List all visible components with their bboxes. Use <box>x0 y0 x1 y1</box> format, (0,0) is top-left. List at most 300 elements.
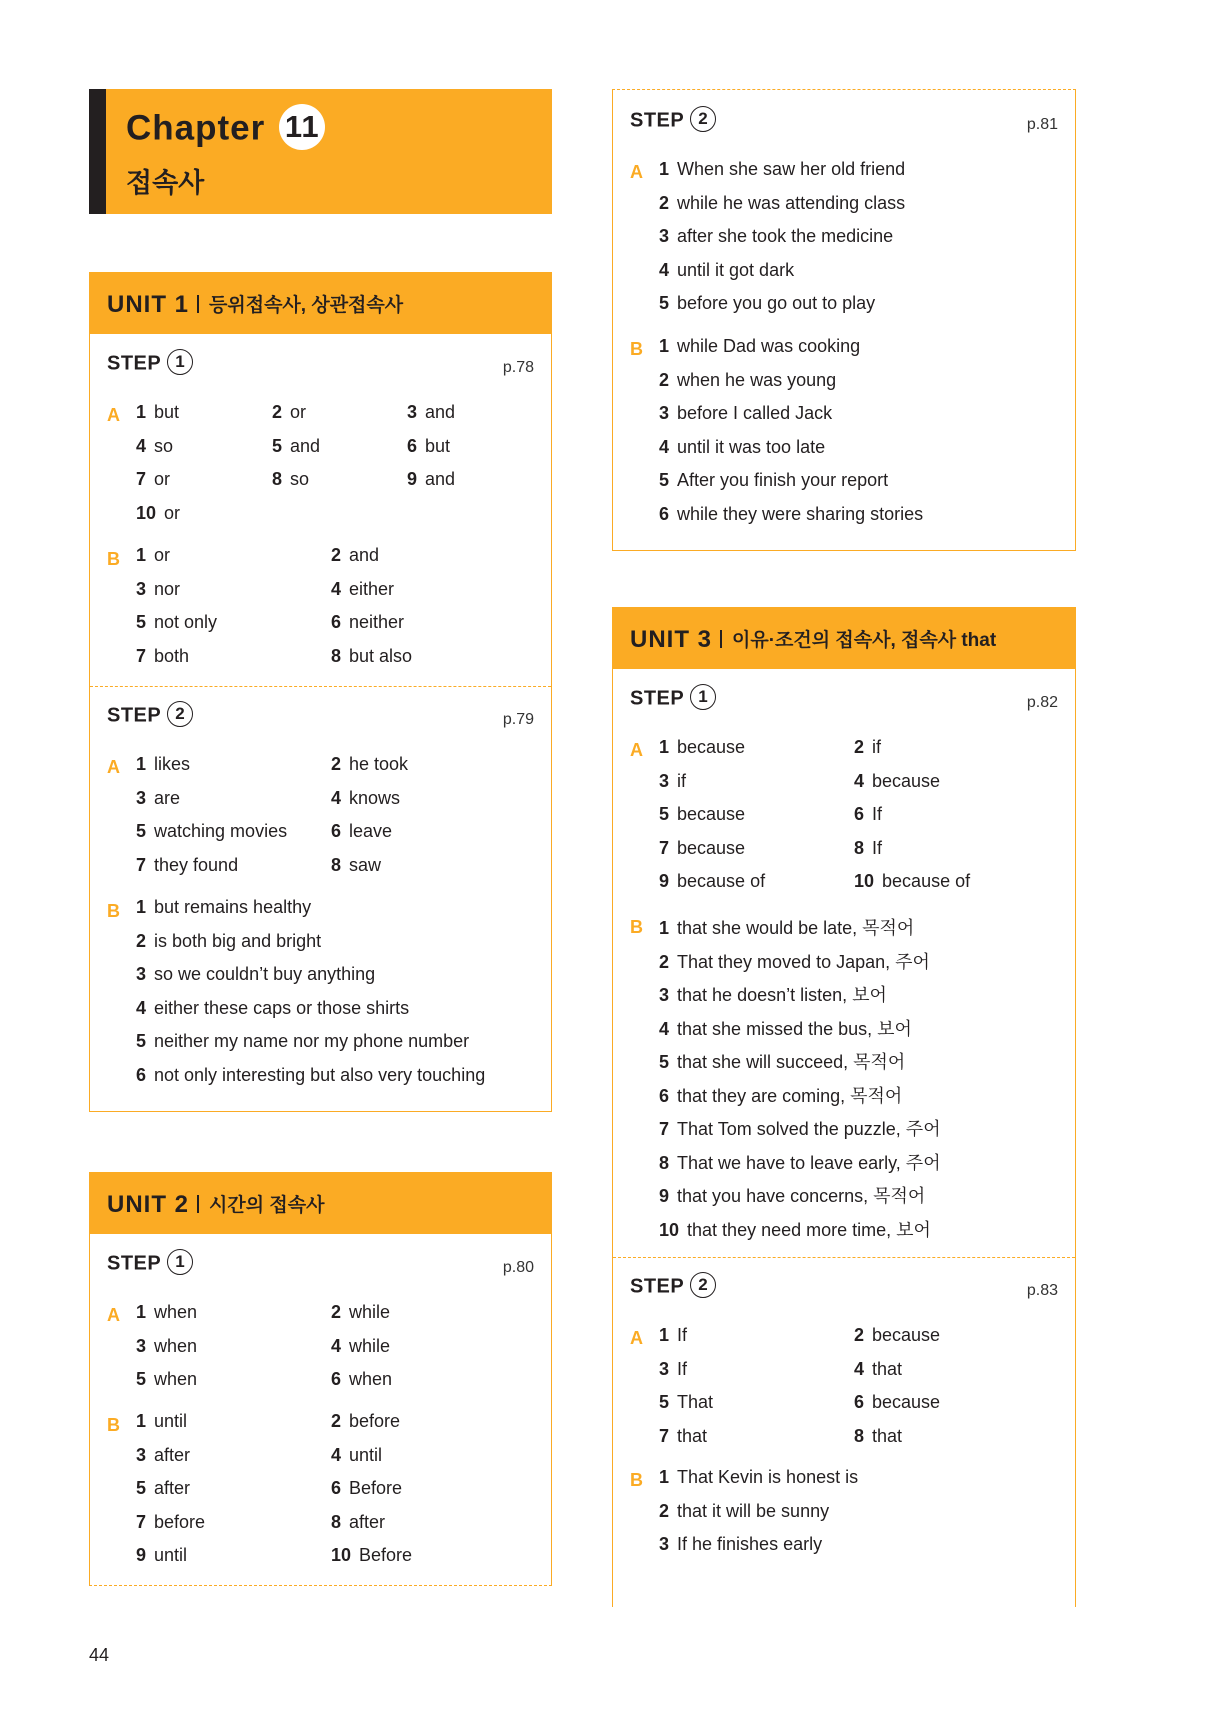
answer-text: That they moved to Japan, 주어 <box>677 951 930 972</box>
answer-text: until it got dark <box>677 259 795 280</box>
answer-number: 6 <box>331 612 342 632</box>
answer-number: 7 <box>659 1425 670 1446</box>
answer-text: but <box>425 435 451 456</box>
answer-number: 4 <box>331 578 342 599</box>
answer-item <box>854 838 882 859</box>
answer-number: 5 <box>659 1392 670 1412</box>
answer-item <box>659 948 930 974</box>
answer-text: both <box>154 645 190 666</box>
answer-item <box>331 754 408 775</box>
answer-text: after <box>349 1511 386 1532</box>
answer-item <box>659 1467 858 1488</box>
answer-text: that he doesn’t listen, 보어 <box>677 985 887 1005</box>
answer-number: 6 <box>854 804 865 824</box>
answer-item <box>659 1216 931 1242</box>
answer-number: 10 <box>136 502 157 523</box>
answer-number: 7 <box>136 645 147 666</box>
answer-text: that she will succeed, 목적어 <box>677 1052 906 1072</box>
answer-text: That Kevin is honest is <box>677 1467 859 1487</box>
answer-number: 9 <box>659 871 670 891</box>
answer-text: Before <box>349 1478 403 1498</box>
answer-number: 5 <box>272 435 283 456</box>
answer-number: 5 <box>136 1031 147 1051</box>
answer-number: 6 <box>331 1478 342 1498</box>
answer-item <box>136 579 180 600</box>
answer-number: 7 <box>136 469 147 489</box>
unit1-step2-page: p.79 <box>502 711 534 728</box>
answer-text: until <box>349 1444 383 1465</box>
chapter-label: Chapter <box>126 108 266 148</box>
answer-number: 3 <box>136 787 147 808</box>
answer-text: after she took the medicine <box>677 226 894 246</box>
answer-item <box>136 897 311 918</box>
unit3-step1-a-label: A <box>630 740 643 760</box>
answer-text: are <box>154 787 181 808</box>
answer-text: but remains healthy <box>154 897 312 917</box>
answer-text: until it was too late <box>677 436 826 457</box>
answer-number: 6 <box>136 1064 147 1085</box>
answer-item <box>854 771 940 792</box>
answer-item <box>659 1082 902 1108</box>
chapter-subtitle: 접속사 <box>126 168 205 198</box>
answer-text: but also <box>349 645 413 666</box>
answer-item <box>136 1336 197 1357</box>
answer-item <box>659 437 825 458</box>
answer-item <box>659 1392 713 1413</box>
answer-item <box>136 964 375 985</box>
answer-item <box>272 402 306 423</box>
answer-item <box>272 436 320 457</box>
answer-number: 4 <box>136 997 147 1018</box>
answer-number: 8 <box>331 645 342 666</box>
answer-number: 4 <box>136 435 147 456</box>
answer-number: 6 <box>407 435 418 456</box>
answer-number: 1 <box>136 1302 147 1322</box>
answer-number: 2 <box>331 1411 342 1431</box>
answer-item <box>659 226 893 247</box>
answer-item <box>659 1534 822 1555</box>
answer-number: 3 <box>136 578 147 599</box>
answer-number: 1 <box>659 1325 670 1345</box>
unit2-step2-b-label: B <box>630 339 643 359</box>
answer-number: 3 <box>659 403 670 423</box>
answer-text: knows <box>349 787 401 808</box>
answer-number: 4 <box>331 1444 342 1465</box>
answer-number: 2 <box>331 754 342 774</box>
answer-item <box>659 293 875 314</box>
answer-number: 1 <box>659 918 670 938</box>
answer-number: 3 <box>659 1358 670 1379</box>
unit1-step2-title: STEP 2 <box>107 703 193 729</box>
answer-item <box>136 788 180 809</box>
answer-number: 7 <box>659 1119 670 1139</box>
unit3-step1-page: p.82 <box>1026 694 1058 711</box>
unit1-title: 등위접속사, 상관접속사 <box>209 295 404 317</box>
answer-text: or <box>154 545 171 565</box>
answer-item <box>331 1478 402 1499</box>
answer-number: 3 <box>659 1534 670 1554</box>
answer-item <box>136 612 217 633</box>
answer-text: until <box>154 1545 188 1565</box>
answer-text: nor <box>154 578 181 599</box>
answer-text: or <box>290 402 307 422</box>
answer-number: 1 <box>136 402 147 422</box>
answer-item <box>136 1031 469 1052</box>
unit2-step1-b-label: B <box>107 1415 120 1435</box>
answer-number: 1 <box>136 545 147 565</box>
answer-number: 1 <box>659 737 670 757</box>
unit3-divider <box>613 1257 1075 1258</box>
answer-text: either <box>349 578 395 599</box>
answer-number: 5 <box>136 612 147 632</box>
answer-item <box>659 1426 707 1447</box>
answer-number: 4 <box>659 436 670 457</box>
answer-text: because of <box>677 871 766 891</box>
answer-item <box>136 436 173 457</box>
answer-text: or <box>164 502 181 523</box>
answer-text: Before <box>359 1545 413 1565</box>
answer-number: 4 <box>854 1358 865 1379</box>
answer-text: when he was young <box>677 369 837 390</box>
answer-item <box>136 1369 197 1390</box>
unit2-step2-a-label: A <box>630 162 643 182</box>
answer-text: that <box>677 1425 708 1446</box>
answer-item <box>136 545 170 566</box>
answer-text: that <box>872 1425 903 1446</box>
answer-text: That <box>677 1392 714 1412</box>
answer-text: or <box>154 469 171 489</box>
answer-number: 5 <box>136 1478 147 1498</box>
answer-item <box>854 1325 940 1346</box>
answer-number: 3 <box>136 964 147 984</box>
answer-item <box>331 1302 390 1323</box>
answer-item <box>331 646 412 667</box>
answer-number: 2 <box>331 545 342 565</box>
unit1-step1-a-label: A <box>107 405 120 425</box>
answer-item <box>659 1501 829 1522</box>
answer-item <box>659 159 905 180</box>
unit1-header <box>90 273 551 334</box>
answer-number: 7 <box>659 837 670 858</box>
answer-item <box>136 503 180 524</box>
answer-item <box>854 1359 902 1380</box>
answer-text: If <box>677 1325 688 1345</box>
answer-text: because <box>677 737 746 757</box>
answer-item <box>659 838 745 859</box>
answer-item <box>659 737 745 758</box>
answer-text: and <box>425 469 456 489</box>
answer-item <box>854 1426 902 1447</box>
answer-text: so we couldn’t buy anything <box>154 964 376 984</box>
answer-item <box>659 504 923 525</box>
answer-text: If <box>677 1358 688 1379</box>
answer-text: so <box>154 435 174 456</box>
answer-number: 1 <box>136 754 147 774</box>
answer-text: and <box>290 435 321 456</box>
answer-text: If <box>872 837 883 858</box>
answer-item <box>136 1445 190 1466</box>
unit2-step2-box <box>612 89 1076 551</box>
answer-item <box>659 914 914 940</box>
answer-item <box>136 1411 187 1432</box>
answer-number: 5 <box>136 821 147 841</box>
answer-item <box>331 579 394 600</box>
answer-item <box>659 370 836 391</box>
unit1-step1-page: p.78 <box>502 359 534 376</box>
answer-number: 6 <box>659 503 670 524</box>
answer-text: not only interesting but also very touching <box>154 1064 486 1085</box>
answer-text: If he finishes early <box>677 1534 823 1554</box>
answer-item <box>659 193 905 214</box>
answer-item <box>136 855 238 876</box>
answer-text: that you have concerns, 목적어 <box>677 1186 926 1206</box>
answer-text: That Tom solved the puzzle, 주어 <box>677 1119 941 1139</box>
answer-text: and <box>425 402 456 422</box>
answer-item <box>854 1392 940 1413</box>
answer-item <box>136 469 170 490</box>
answer-text: that they need more time, 보어 <box>687 1219 931 1240</box>
answer-number: 8 <box>331 1511 342 1532</box>
answer-item <box>659 1182 925 1208</box>
answer-item <box>659 1015 912 1041</box>
answer-number: 9 <box>136 1545 147 1565</box>
answer-number: 5 <box>659 1052 670 1072</box>
answer-number: 3 <box>659 226 670 246</box>
answer-number: 3 <box>659 770 670 791</box>
answer-item <box>331 1545 412 1566</box>
answer-item <box>659 981 887 1007</box>
answer-text: they found <box>154 854 239 875</box>
answer-item <box>136 1545 187 1566</box>
answer-number: 2 <box>136 930 147 951</box>
answer-item <box>331 855 381 876</box>
answer-number: 8 <box>854 1425 865 1446</box>
answer-item <box>659 336 860 357</box>
answer-number: 4 <box>331 1335 342 1356</box>
answer-number: 8 <box>331 854 342 875</box>
answer-text: after <box>154 1478 191 1498</box>
answer-item <box>331 612 404 633</box>
answer-item <box>659 1359 687 1380</box>
answer-text: that she would be late, 목적어 <box>677 918 915 938</box>
answer-number: 6 <box>331 1369 342 1389</box>
answer-number: 2 <box>659 192 670 213</box>
answer-number: 9 <box>659 1186 670 1206</box>
answer-number: 3 <box>407 402 418 422</box>
answer-number: 2 <box>272 402 283 422</box>
answer-text: That we have to leave early, 주어 <box>677 1152 941 1173</box>
answer-text: but <box>154 402 180 422</box>
answer-text: that it will be sunny <box>677 1500 830 1521</box>
answer-number: 1 <box>659 159 670 179</box>
answer-number: 6 <box>659 1085 670 1106</box>
page-number: 44 <box>89 1645 110 1665</box>
answer-number: 4 <box>659 259 670 280</box>
unit1-step2-b-label: B <box>107 901 120 921</box>
answer-text: when <box>349 1369 393 1389</box>
chapter-header <box>89 89 552 214</box>
answer-number: 1 <box>136 1411 147 1431</box>
answer-number: 2 <box>659 369 670 390</box>
answer-item <box>659 470 888 491</box>
answer-number: 1 <box>136 897 147 917</box>
answer-text: watching movies <box>154 821 288 841</box>
unit3-box <box>612 607 1076 1607</box>
answer-text: because of <box>882 871 971 891</box>
answer-text: When she saw her old friend <box>677 159 906 179</box>
answer-number: 8 <box>854 837 865 858</box>
answer-item <box>331 821 392 842</box>
unit1-label: UNIT 1 <box>107 291 190 318</box>
answer-text: when <box>154 1335 198 1356</box>
answer-item <box>331 545 379 566</box>
answer-number: 2 <box>659 1500 670 1521</box>
answer-number: 2 <box>659 951 670 972</box>
answer-text: neither my name nor my phone number <box>154 1031 470 1051</box>
answer-text: because <box>677 804 746 824</box>
chapter-number: 11 <box>279 104 325 150</box>
answer-text: before I called Jack <box>677 403 833 423</box>
answer-text: likes <box>154 754 191 774</box>
answer-text: that she missed the bus, 보어 <box>677 1018 912 1039</box>
answer-number: 4 <box>331 787 342 808</box>
answer-item <box>659 1048 905 1074</box>
answer-text: if <box>677 770 687 791</box>
answer-item <box>407 402 455 423</box>
answer-item <box>136 931 321 952</box>
answer-item <box>331 1369 392 1390</box>
answer-item <box>136 1065 485 1086</box>
answer-number: 7 <box>136 854 147 875</box>
answer-text: that they are coming, 목적어 <box>677 1085 903 1106</box>
answer-item <box>331 1411 400 1432</box>
unit2-step1-a-label: A <box>107 1305 120 1325</box>
answer-item <box>331 788 400 809</box>
answer-number: 4 <box>854 770 865 791</box>
unit2-header <box>90 1173 551 1234</box>
answer-number: 5 <box>136 1369 147 1389</box>
unit2-title: 시간의 접속사 <box>209 1195 325 1217</box>
answer-item <box>272 469 309 490</box>
answer-text: while Dad was cooking <box>677 336 861 356</box>
answer-number: 1 <box>659 336 670 356</box>
unit3-step2-title: STEP 2 <box>630 1274 716 1300</box>
answer-text: because <box>677 837 746 858</box>
unit3-title: 이유·조건의 접속사, 접속사 that <box>732 630 997 652</box>
answer-number: 6 <box>331 821 342 841</box>
answer-item <box>331 1445 382 1466</box>
answer-text: until <box>154 1411 188 1431</box>
unit3-step2-b-label: B <box>630 1470 643 1490</box>
answer-item <box>136 1302 197 1323</box>
answer-item <box>331 1512 385 1533</box>
answer-text: while he was attending class <box>677 192 906 213</box>
answer-text: either these caps or those shirts <box>154 997 410 1018</box>
answer-text: after <box>154 1444 191 1465</box>
answer-item <box>659 260 794 281</box>
unit1-step2-a-label: A <box>107 757 120 777</box>
answer-text: After you finish your report <box>677 470 889 490</box>
answer-text: before <box>154 1511 206 1532</box>
unit3-step1-title: STEP 1 <box>630 686 716 712</box>
answer-number: 3 <box>136 1444 147 1465</box>
unit2-label: UNIT 2 <box>107 1191 190 1218</box>
answer-number: 10 <box>659 1219 680 1240</box>
unit2-step2-page: p.81 <box>1026 116 1058 133</box>
answer-number: 4 <box>659 1018 670 1039</box>
answer-number: 1 <box>659 1467 670 1487</box>
answer-text: neither <box>349 612 405 632</box>
answer-number: 2 <box>331 1302 342 1322</box>
answer-text: when <box>154 1302 198 1322</box>
answer-number: 8 <box>659 1152 670 1173</box>
answer-text: while <box>349 1302 391 1322</box>
answer-item <box>659 403 832 424</box>
answer-text: saw <box>349 854 382 875</box>
unit3-step2-a-label: A <box>630 1328 643 1348</box>
answer-text: before <box>349 1411 401 1431</box>
answer-number: 3 <box>136 1335 147 1356</box>
answer-number: 2 <box>854 1325 865 1345</box>
unit3-step1-b-label: B <box>630 917 643 937</box>
answer-item <box>659 871 765 892</box>
answer-number: 8 <box>272 469 283 489</box>
answer-item <box>659 1149 941 1175</box>
answer-item <box>136 402 179 423</box>
answer-item <box>136 646 189 667</box>
answer-text: is both big and bright <box>154 930 322 951</box>
answer-text: while they were sharing stories <box>677 503 924 524</box>
unit1-step1-title: STEP 1 <box>107 351 193 377</box>
answer-text: because <box>872 1392 941 1412</box>
unit1-divider <box>90 686 551 687</box>
answer-item <box>659 1115 941 1141</box>
answer-item <box>854 804 882 825</box>
unit1-box <box>89 272 552 1112</box>
answer-text: when <box>154 1369 198 1389</box>
answer-item <box>407 436 450 457</box>
answer-number: 5 <box>659 470 670 490</box>
answer-item <box>136 821 287 842</box>
answer-text: before you go out to play <box>677 293 876 313</box>
answer-text: If <box>872 804 883 824</box>
unit3-label: UNIT 3 <box>630 626 713 653</box>
unit2-step2-title: STEP 2 <box>630 108 716 134</box>
answer-text: because <box>872 770 941 791</box>
chapter-title <box>126 107 325 153</box>
answer-text: so <box>290 469 310 489</box>
answer-text: because <box>872 1325 941 1345</box>
answer-item <box>659 804 745 825</box>
answer-number: 6 <box>854 1392 865 1412</box>
answer-number: 2 <box>854 737 865 757</box>
answer-item <box>136 998 409 1019</box>
answer-number: 10 <box>331 1545 352 1565</box>
answer-text: not only <box>154 612 218 632</box>
answer-text: while <box>349 1335 391 1356</box>
answer-number: 5 <box>659 804 670 824</box>
answer-item <box>136 1512 205 1533</box>
unit1-step1-b-label: B <box>107 549 120 569</box>
answer-item <box>854 871 970 892</box>
answer-number: 5 <box>659 293 670 313</box>
answer-item <box>659 1325 687 1346</box>
answer-item <box>136 754 190 775</box>
answer-item <box>136 1478 190 1499</box>
answer-number: 10 <box>854 871 875 891</box>
answer-item <box>407 469 455 490</box>
unit3-header <box>613 608 1075 669</box>
